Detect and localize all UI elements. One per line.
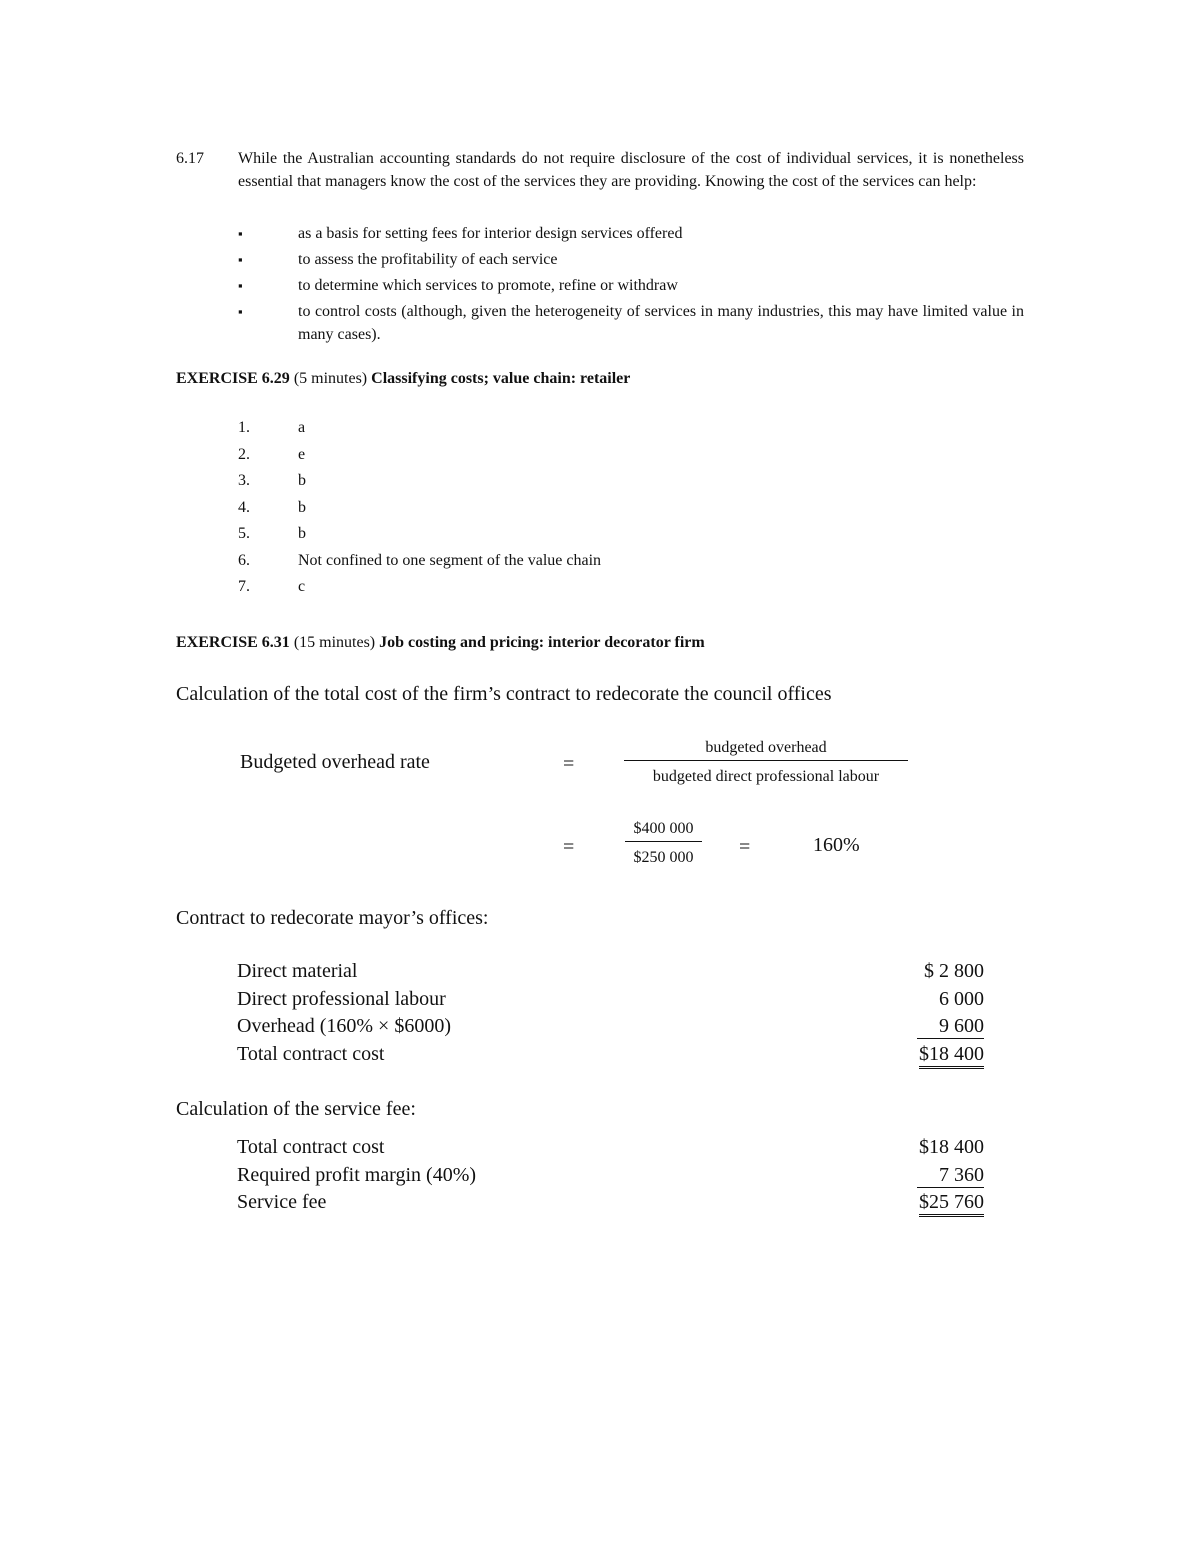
exercise-6-29-heading: EXERCISE 6.29 (5 minutes) Classifying costs; value chain: retailer (176, 370, 631, 387)
rate-formula-fraction (624, 739, 908, 786)
bullet-icon: ▪ (238, 278, 243, 293)
question-number: 6.17 (176, 150, 204, 167)
list-item: ▪ to control costs (although, given the heterogeneity of services in many industries, this may have limited value in many cases). (238, 300, 1024, 346)
equals-sign: = (563, 753, 575, 775)
rate-result: 160% (813, 834, 860, 856)
contract-cost-table (237, 958, 984, 1068)
bullet-list (238, 222, 1024, 349)
list-item: 5. b (238, 525, 306, 542)
fraction-numerator: budgeted overhead (624, 739, 908, 761)
list-item: 7. c (238, 578, 306, 595)
list-item: 6. Not confined to one segment of the value chain (238, 551, 602, 569)
table-row: Total contract cost $18 400 (237, 1136, 984, 1158)
equals-sign: = (739, 836, 751, 858)
rate-label: Budgeted overhead rate (240, 751, 430, 773)
list-item: 3. b (238, 472, 306, 489)
question-6-17 (176, 147, 1024, 193)
answer-list (238, 416, 601, 602)
list-item: 2. e (238, 445, 306, 463)
table-row: Service fee $25 760 (237, 1189, 984, 1217)
fee-heading: Calculation of the service fee: (176, 1098, 416, 1120)
bullet-icon: ▪ (238, 252, 243, 267)
exercise-6-31-heading: EXERCISE 6.31 (15 minutes) Job costing and pricing: interior decorator firm (176, 634, 705, 651)
service-fee-table (237, 1134, 984, 1217)
table-row: Total contract cost $18 400 (237, 1041, 984, 1069)
bullet-icon: ▪ (238, 304, 243, 319)
question-text: While the Australian accounting standards do not require disclosure of the cost of individual services, it is nonetheless essential that managers know the cost of the services they are providing. Knowing the cost of the services can help: (238, 150, 1024, 190)
fraction-denominator: budgeted direct professional labour (652, 768, 880, 785)
list-item: ▪ as a basis for setting fees for interior design services offered (238, 222, 1024, 245)
table-row: Required profit margin (40%) 7 360 (237, 1163, 984, 1186)
rate-value-fraction (625, 820, 702, 867)
list-item: 1. a (238, 419, 306, 436)
list-item: 4. b (238, 498, 306, 516)
fraction-denominator: $250 000 (633, 849, 694, 866)
table-row: Direct material $ 2 800 (237, 960, 984, 982)
contract-heading: Contract to redecorate mayor’s offices: (176, 907, 489, 929)
table-row: Overhead (160% × $6000) 9 600 (237, 1015, 984, 1037)
calculation-intro: Calculation of the total cost of the firm’s contract to redecorate the council offices (176, 683, 832, 705)
equals-sign: = (563, 836, 575, 858)
list-item: ▪ to determine which services to promote, refine or withdraw (238, 274, 1024, 297)
list-item: ▪ to assess the profitability of each service (238, 248, 1024, 271)
table-row: Direct professional labour 6 000 (237, 987, 984, 1010)
bullet-icon: ▪ (238, 226, 243, 241)
fraction-numerator: $400 000 (625, 820, 702, 842)
